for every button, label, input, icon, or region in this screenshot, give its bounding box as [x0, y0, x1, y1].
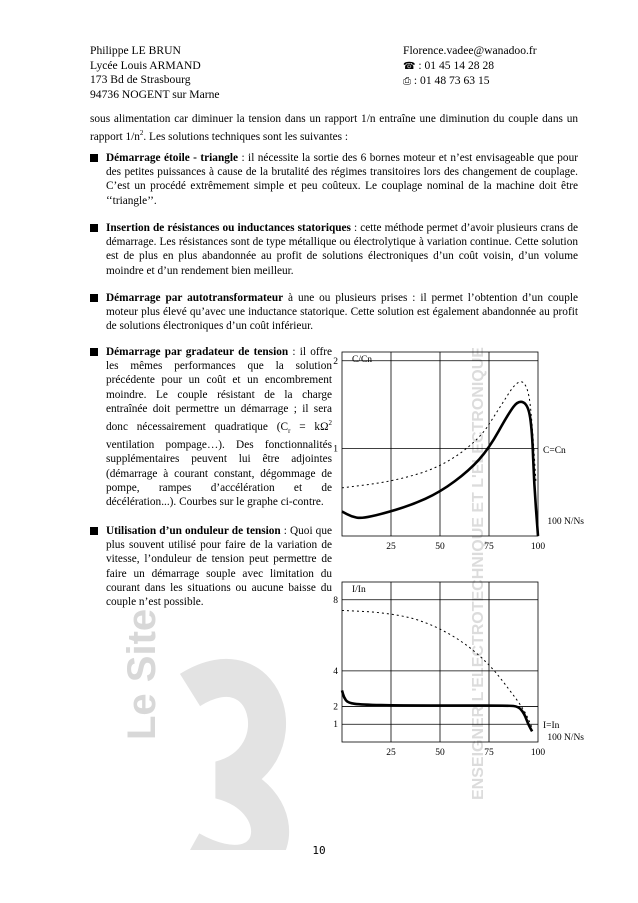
watermark-side-text: ENSEIGNER L'ELECTROTECHNIQUE ET L'ELECTRONIQUE: [470, 347, 487, 800]
bullet-square-icon: [90, 348, 98, 356]
x-tick-label: 100: [530, 748, 546, 758]
x-tick-label: 100: [530, 542, 546, 552]
bullet-title: Insertion de résistances ou inductances statoriques: [106, 222, 351, 234]
bullet-star-delta: [90, 151, 578, 208]
bullet-title: Démarrage étoile - triangle: [106, 152, 239, 164]
annotation-label: I=In: [543, 721, 560, 731]
header-left: [90, 44, 220, 102]
intro-paragraph: sous alimentation car diminuer la tension dans un rapport 1/n entraîne une diminution du couple dans un rapport $1/n^2$. Les solutions techniques sont les suivantes :: [90, 113, 578, 144]
phone-line: [403, 59, 537, 75]
bullet-text: à une ou plusieurs prises : il permet l’obtention d’un couple moteur plus élevé qu’avec une inductance statorique. Cette solution est également abandonnée au profit de solutions électroniques d’un coût inférieur.: [106, 292, 578, 333]
torque-chart: [328, 340, 588, 555]
bullet-square-icon: [90, 224, 98, 232]
email-address: Florence.vadee@wanadoo.fr: [403, 44, 537, 57]
bullet-title: Démarrage par autotransformateur: [106, 292, 284, 304]
x-tick-label: 25: [386, 748, 396, 758]
logo-shape: [150, 600, 290, 850]
bullet-square-icon: [90, 294, 98, 302]
y-tick-label: 1: [333, 720, 338, 731]
bullet-square-icon: [90, 527, 98, 535]
y-axis-label: C/Cn: [352, 355, 373, 365]
bullet-square-icon: [90, 154, 98, 162]
school-name: Lycée Louis ARMAND: [90, 58, 201, 72]
fax-number: : 01 48 73 63 15: [413, 74, 490, 87]
fax-line: [403, 74, 537, 90]
phone-icon: ☎: [403, 60, 416, 72]
current-chart: [328, 560, 588, 760]
y-axis-label: I/In: [352, 585, 366, 595]
y-tick-label: 2: [333, 356, 338, 367]
header-right: [403, 44, 537, 90]
x-tick-label: 75: [484, 542, 494, 552]
bullet-gradateur: Démarrage par gradateur de tension : il offre les mêmes performances que la solution précédente pour un coût et un encombrement moindre. Le couple résistant de la charge entraînée doit permettre un démarrage ; il sera donc nécessairement quadratique ($C_r = k\Omega^2$ ventilation pompage…). Des fonctionnalités supplémentaires peuvent lui être adjointes (démarrage à courant constant, dégommage de pompe, rampes d’accélération et de décélération...). Courbes sur le graphe ci-contre.: [90, 345, 332, 509]
watermark-logo: [150, 600, 290, 850]
y-tick-label: 2: [333, 702, 338, 713]
author-name: Philippe LE BRUN: [90, 44, 181, 57]
street-address: 173 Bd de Strasbourg: [90, 73, 191, 86]
annotation-label: C=Cn: [543, 446, 566, 456]
fax-icon: ⎙: [403, 76, 411, 87]
y-tick-label: 8: [333, 595, 338, 606]
x-tick-label: 50: [435, 748, 445, 758]
x-axis-label: 100 N/Ns: [547, 517, 584, 527]
phone-number: : 01 45 14 28 28: [418, 58, 495, 72]
x-axis-label: 100 N/Ns: [547, 733, 584, 743]
bullet-resistances: [90, 221, 578, 278]
bullet-text: : cette méthode permet d’avoir plusieurs crans de démarrage. Les résistances sont de type métallique ou électrolytique à variation continue. Cette solution est de plus en plus abandonnée au profit de solutions électroniques d’un coût voisin, d’un volume moindre et d’un rendement bien meilleur.: [106, 222, 579, 277]
page-number: 10: [312, 844, 326, 857]
bullet-text: : Quoi que plus souvent utilisé pour faire de la variation de vitesse, l’onduleur de tension peut permettre de faire un démarrage souple avec limitation du courant dans les situations ou aucune baisse du couple n’est possible.: [106, 525, 332, 609]
x-tick-label: 75: [484, 748, 494, 758]
bullet-autotransformer: [90, 291, 578, 334]
y-tick-label: 1: [333, 444, 338, 455]
y-tick-label: 4: [333, 666, 338, 677]
x-tick-label: 50: [435, 542, 445, 552]
x-tick-label: 25: [386, 542, 396, 552]
bullet-onduleur: [90, 524, 332, 609]
series-line-dotted: [342, 610, 532, 727]
bullet-text: : il nécessite la sortie des 6 bornes moteur et n’est envisageable que pour des petites puissances à cause de la brutalité des régimes transitoires lors des changement de couplage. C’est un procédé extrêmement simple et peu coûteux. Le couplage nominal de la machine doit être ‘‘triangle’’.: [106, 152, 578, 207]
series-line-dotted: [342, 382, 536, 488]
series-line-solid: [342, 690, 532, 731]
city-address: 94736 NOGENT sur Marne: [90, 87, 220, 101]
watermark-site-text: Le Site: [120, 608, 164, 740]
bullet-title: Démarrage par gradateur de tension: [106, 346, 289, 358]
bullet-title: Utilisation d’un onduleur de tension: [106, 525, 281, 537]
